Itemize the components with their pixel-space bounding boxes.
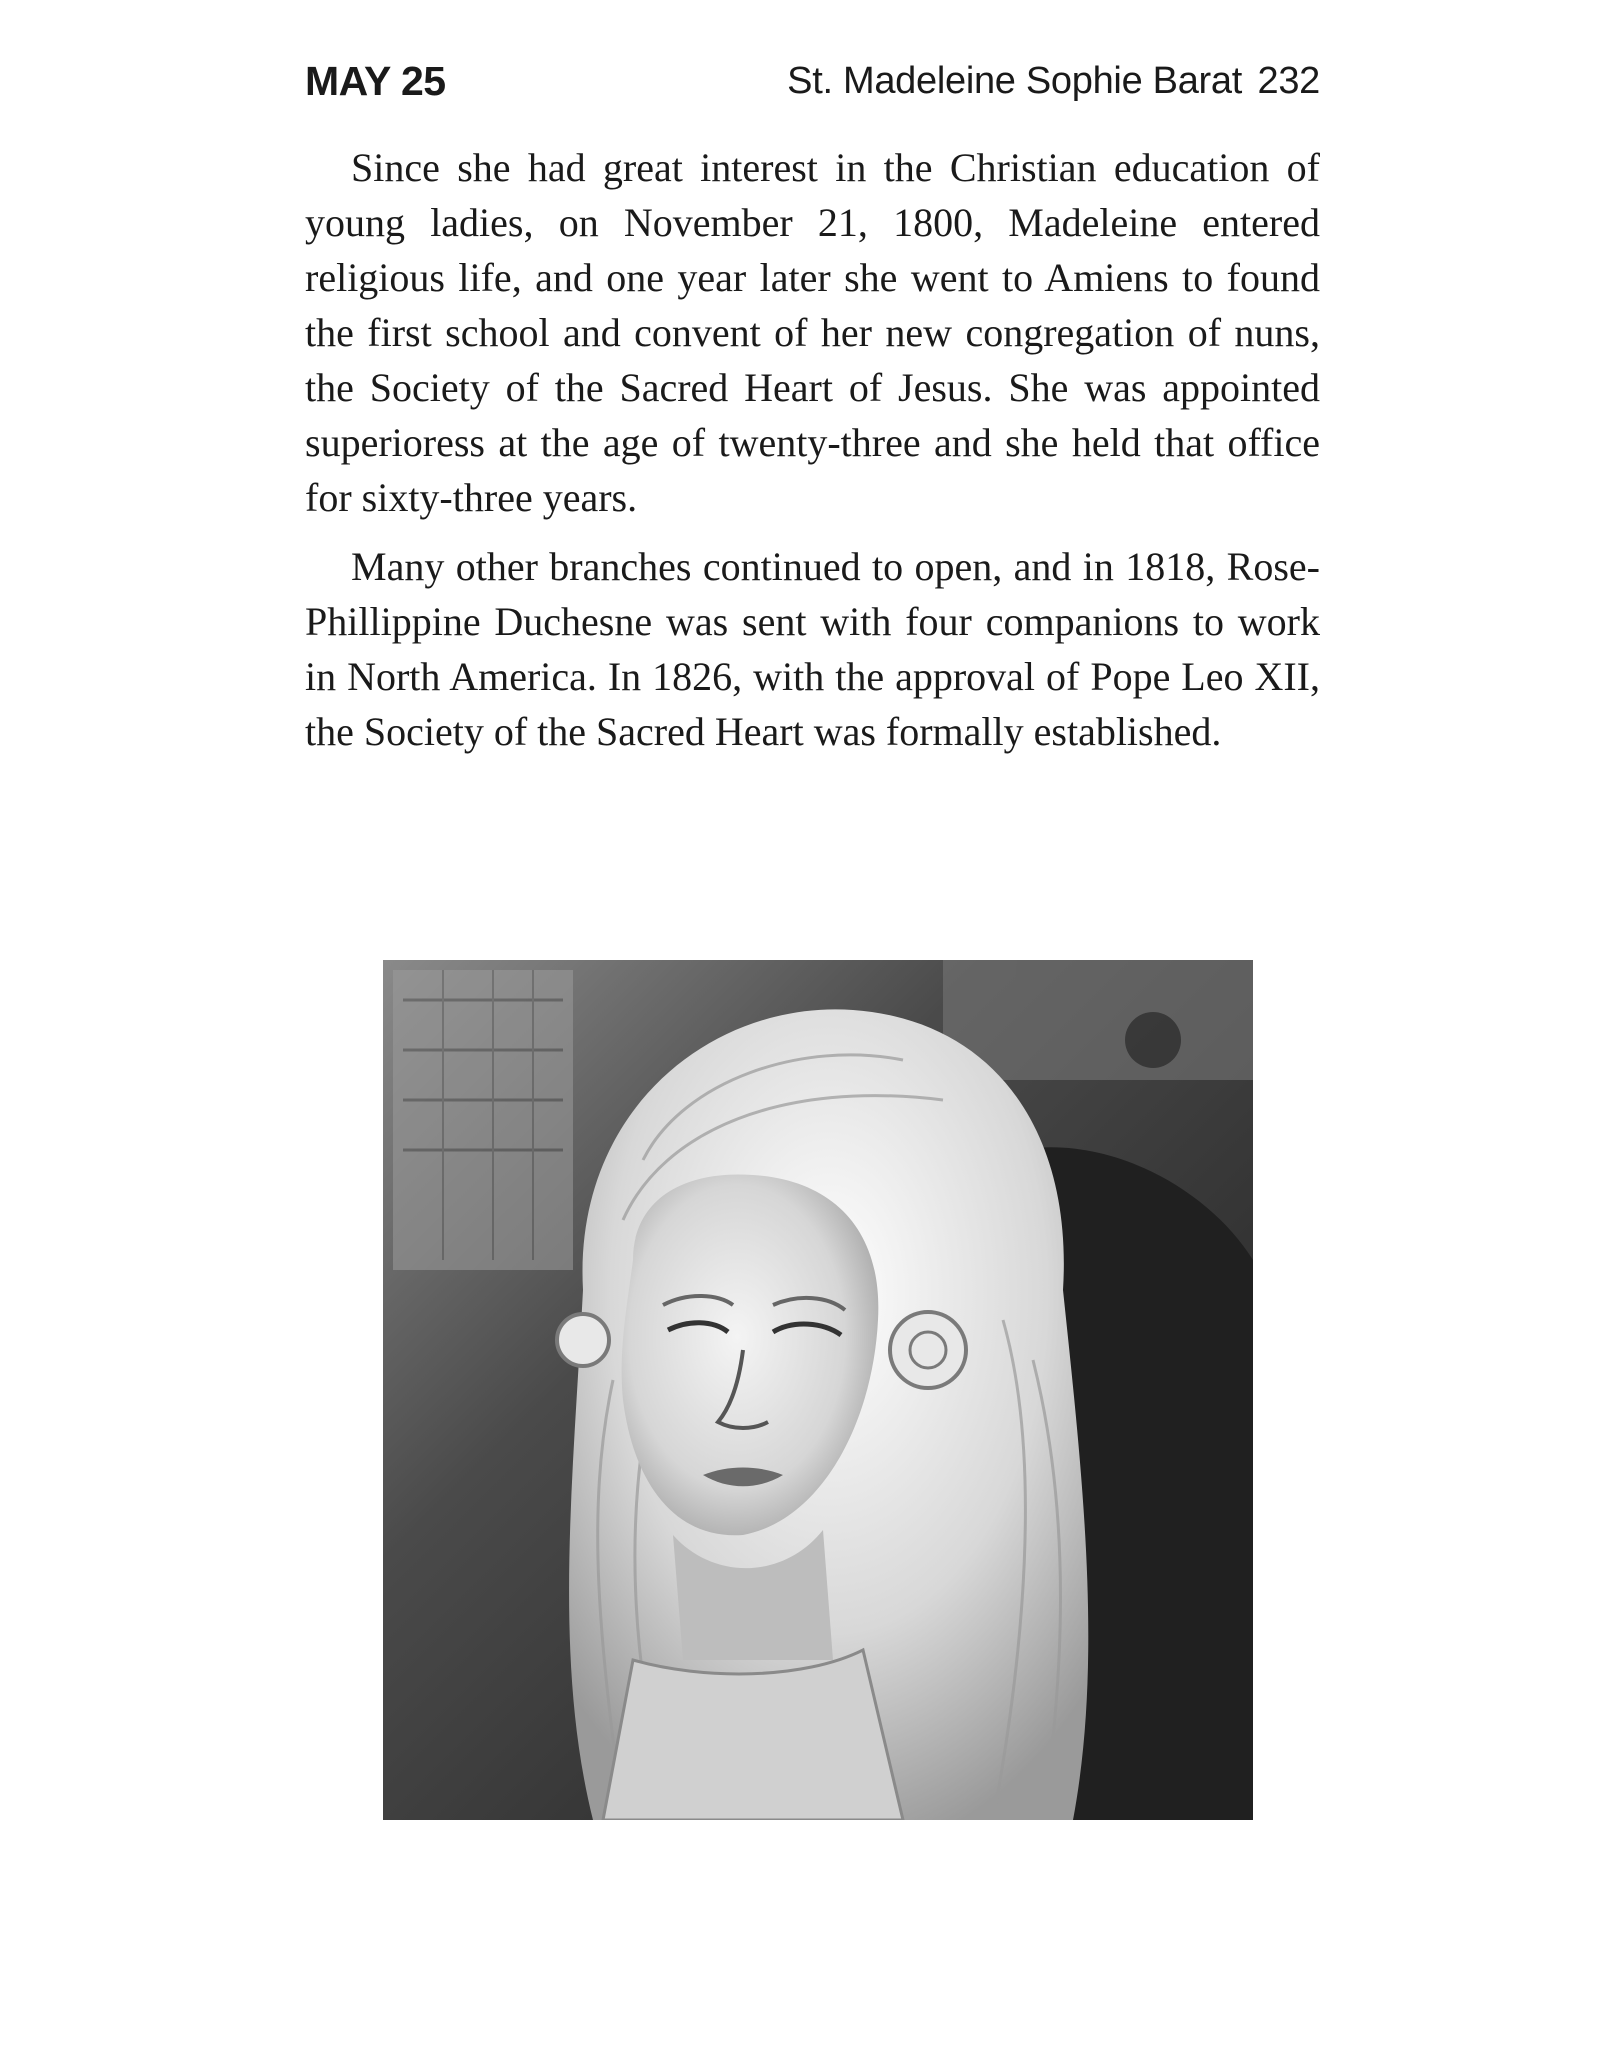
collar bbox=[603, 1650, 903, 1820]
paragraph-2: Many other branches continued to open, and in 1818, Rose-Phillippine Duchesne was sent with four companions to work in North America. In 1826, with the approval of Pope Leo XII, the Society of the Sacred Heart was formally established. bbox=[305, 544, 1320, 754]
curl-right bbox=[890, 1312, 966, 1388]
running-head bbox=[305, 58, 1320, 118]
curl-left bbox=[557, 1314, 609, 1366]
body-text bbox=[305, 140, 1320, 773]
page-date: MAY 25 bbox=[305, 58, 446, 104]
page-number: 232 bbox=[1257, 60, 1320, 102]
saint-title: St. Madeleine Sophie Barat bbox=[787, 60, 1242, 102]
portrait-illustration bbox=[383, 960, 1253, 1820]
paragraph-1: Since she had great interest in the Christian education of young ladies, on November 21, 1800, Madeleine entered religious life, and one year later she went to Amiens to found the first school and convent of her new congregation of nuns, the Society of the Sacred Heart of Jesus. She was appointed superioress at the age of twenty-three and she held that office for sixty-three years. bbox=[305, 145, 1320, 520]
